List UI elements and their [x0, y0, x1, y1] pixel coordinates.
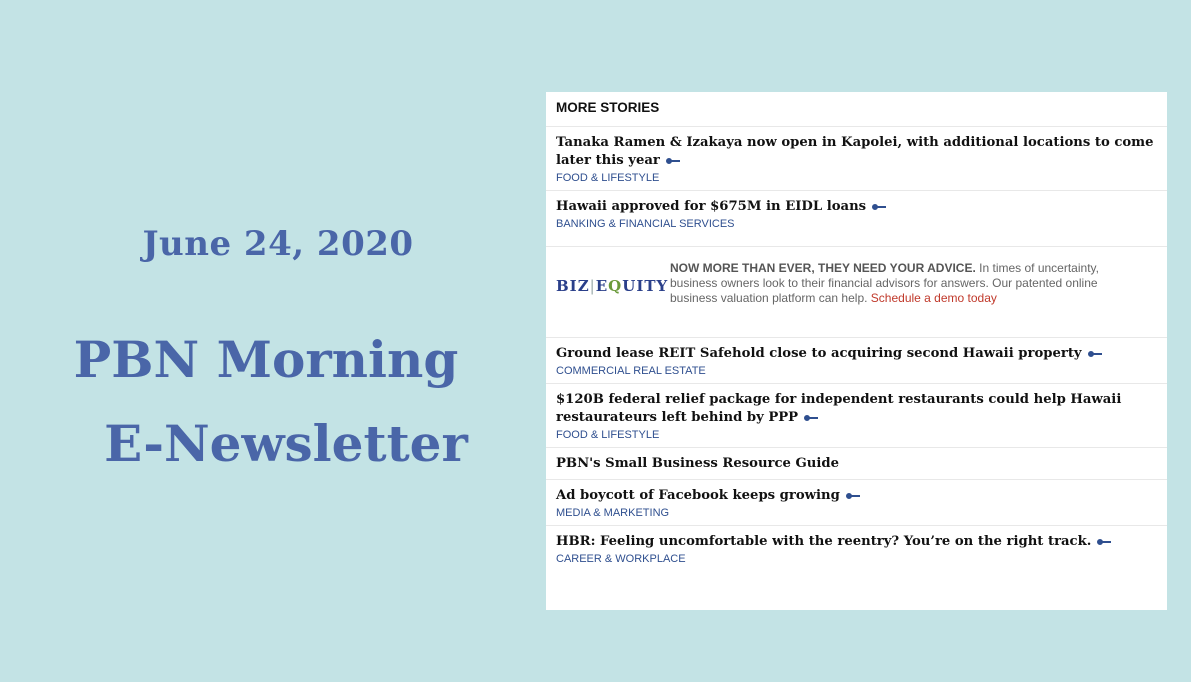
story-item[interactable] [546, 338, 1167, 384]
bizequity-logo[interactable]: BIZ|EQUITY [556, 277, 669, 295]
more-stories-card [546, 92, 1167, 610]
key-icon [666, 158, 681, 164]
more-stories-heading: MORE STORIES [546, 92, 1167, 127]
key-icon [1088, 351, 1103, 357]
story-category[interactable]: COMMERCIAL REAL ESTATE [556, 365, 706, 377]
story-category[interactable]: CAREER & WORKPLACE [556, 553, 686, 565]
key-icon [1097, 539, 1112, 545]
ad-body: In times of uncertainty, business owners look to their financial advisors for answers. Our patented online business valuation platform can help. [670, 261, 1099, 305]
story-item[interactable] [546, 191, 1167, 247]
title-line-2: E-Newsletter [104, 414, 468, 473]
advertisement[interactable] [546, 247, 1167, 338]
title-line-1: PBN Morning [73, 330, 459, 389]
story-title[interactable]: HBR: Feeling uncomfortable with the reentry? You’re on the right track. [556, 533, 1157, 551]
ad-copy [670, 261, 1140, 306]
story-title[interactable]: Ground lease REIT Safehold close to acquiring second Hawaii property [556, 345, 1157, 363]
story-item[interactable] [546, 127, 1167, 191]
story-title[interactable]: $120B federal relief package for independent restaurants could help Hawaii restaurateurs left behind by PPP [556, 392, 1122, 425]
key-icon [846, 493, 861, 499]
story-title[interactable]: Hawaii approved for $675M in EIDL loans [556, 198, 1157, 216]
story-category[interactable]: FOOD & LIFESTYLE [556, 429, 660, 441]
ad-cta-link[interactable]: Schedule a demo today [870, 291, 997, 305]
newsletter-title [70, 318, 490, 486]
story-item[interactable] [546, 526, 1167, 571]
story-category[interactable]: BANKING & FINANCIAL SERVICES [556, 218, 735, 230]
story-title[interactable]: PBN's Small Business Resource Guide [556, 456, 839, 471]
key-icon [804, 415, 819, 421]
story-category[interactable]: MEDIA & MARKETING [556, 507, 670, 519]
key-icon [872, 204, 887, 210]
story-title[interactable]: Tanaka Ramen & Izakaya now open in Kapolei, with additional locations to come later this year [556, 135, 1154, 168]
newsletter-date: June 24, 2020 [142, 224, 414, 264]
story-item[interactable] [546, 480, 1167, 526]
story-item[interactable] [546, 384, 1167, 448]
story-category[interactable]: FOOD & LIFESTYLE [556, 172, 660, 184]
story-title[interactable]: Ad boycott of Facebook keeps growing [556, 487, 1157, 505]
ad-headline: NOW MORE THAN EVER, THEY NEED YOUR ADVICE. [670, 261, 976, 275]
story-item[interactable] [546, 448, 1167, 480]
